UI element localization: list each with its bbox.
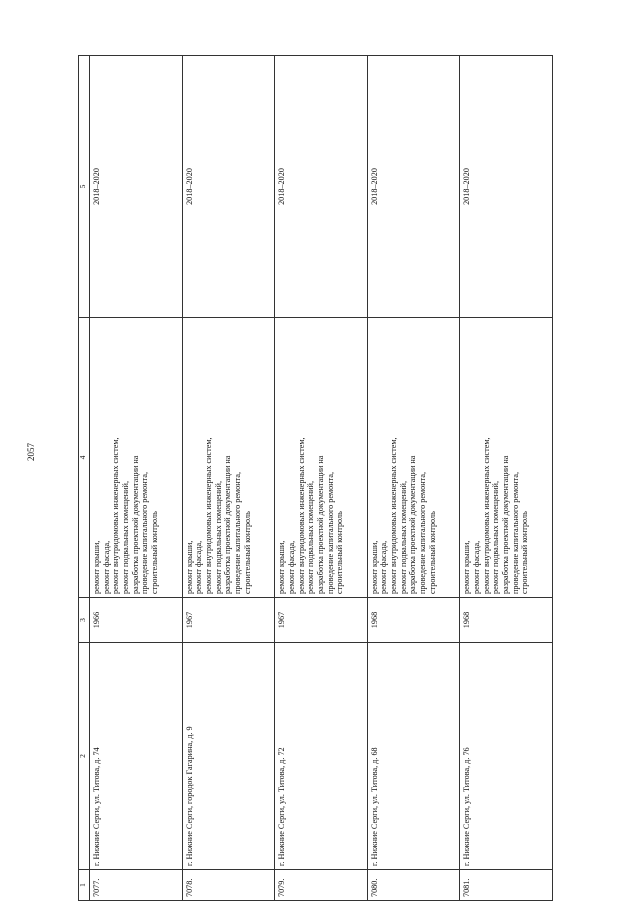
- work-item: строительный контроль: [242, 511, 252, 594]
- table-row: [90, 56, 183, 901]
- address-cell: г. Нижние Серги, городок Гагарина, д. 9: [182, 643, 275, 870]
- work-item: строительный контроль: [335, 511, 345, 594]
- work-item: ремонт крыши,: [92, 540, 101, 594]
- work-item: проведение капитального ремонта,: [140, 471, 150, 594]
- year-cell: 1967: [182, 598, 275, 643]
- work-item: ремонт подвальных помещений,: [398, 481, 408, 594]
- works-cell: [182, 318, 275, 598]
- column-header-4: 4: [79, 318, 90, 598]
- work-item: ремонт крыши,: [277, 540, 287, 594]
- work-item: разработка проектной документации на: [408, 455, 418, 594]
- work-item: ремонт фасада,: [472, 540, 482, 594]
- row-number: 7081.: [460, 870, 553, 901]
- work-item: ремонт фасада,: [286, 540, 296, 594]
- work-item: ремонт фасада,: [379, 540, 389, 594]
- work-item: ремонт крыши,: [184, 540, 194, 594]
- work-item: разработка проектной документации на: [130, 455, 140, 594]
- table-row: [275, 56, 368, 901]
- work-item: ремонт внутридомовых инженерных систем,: [481, 437, 491, 594]
- period-cell: 2018–2020: [182, 56, 275, 318]
- work-item: ремонт фасада,: [194, 540, 204, 594]
- column-header-5: 5: [79, 56, 90, 318]
- header-row: [79, 56, 90, 901]
- rotated-table: [78, 81, 553, 901]
- table-row: [182, 56, 275, 901]
- work-item: ремонт подвальных помещений,: [491, 481, 501, 594]
- work-item: проведение капитального ремонта,: [232, 471, 242, 594]
- table-body: [90, 56, 553, 901]
- row-number: 7080.: [367, 870, 460, 901]
- work-item: строительный контроль: [150, 511, 160, 594]
- period-cell: 2018–2020: [90, 56, 183, 318]
- work-item: ремонт внутридомовых инженерных систем,: [389, 437, 399, 594]
- address-cell: г. Нижние Серги, ул. Титова, д. 68: [367, 643, 460, 870]
- period-cell: 2018–2020: [460, 56, 553, 318]
- work-item: ремонт подвальных помещений,: [213, 481, 223, 594]
- works-cell: [275, 318, 368, 598]
- work-item: ремонт подвальных помещений,: [306, 481, 316, 594]
- column-header-1: 1: [79, 870, 90, 901]
- row-number: 7077.: [90, 870, 183, 901]
- work-item: ремонт фасада,: [101, 540, 111, 594]
- work-item: ремонт подвальных помещений,: [121, 481, 131, 594]
- year-cell: 1966: [90, 598, 183, 643]
- row-number: 7079.: [275, 870, 368, 901]
- table-row: [460, 56, 553, 901]
- address-cell: г. Нижние Серги, ул. Титова, д. 72: [275, 643, 368, 870]
- work-item: ремонт внутридомовых инженерных систем,: [296, 437, 306, 594]
- work-item: проведение капитального ремонта,: [510, 471, 520, 594]
- table-container: [78, 81, 553, 901]
- year-cell: 1967: [275, 598, 368, 643]
- work-item: ремонт крыши,: [369, 540, 379, 594]
- works-cell: [90, 318, 183, 598]
- period-cell: 2018–2020: [367, 56, 460, 318]
- year-cell: 1968: [367, 598, 460, 643]
- work-item: строительный контроль: [427, 511, 437, 594]
- column-header-2: 2: [79, 643, 90, 870]
- work-item: строительный контроль: [520, 511, 530, 594]
- period-cell: 2018–2020: [275, 56, 368, 318]
- address-cell: г. Нижние Серги, ул. Титова, д. 74: [90, 643, 183, 870]
- work-item: проведение капитального ремонта,: [325, 471, 335, 594]
- work-item: разработка проектной документации на: [223, 455, 233, 594]
- work-item: разработка проектной документации на: [501, 455, 511, 594]
- page-number-text: 2057: [26, 443, 36, 461]
- work-item: ремонт крыши,: [462, 540, 472, 594]
- work-item: ремонт внутридомовых инженерных систем,: [111, 437, 121, 594]
- work-item: разработка проектной документации на: [315, 455, 325, 594]
- works-cell: [367, 318, 460, 598]
- work-item: проведение капитального ремонта,: [418, 471, 428, 594]
- work-item: ремонт внутридомовых инженерных систем,: [203, 437, 213, 594]
- address-cell: г. Нижние Серги, ул. Титова, д. 76: [460, 643, 553, 870]
- row-number: 7078.: [182, 870, 275, 901]
- table-row: [367, 56, 460, 901]
- column-header-3: 3: [79, 598, 90, 643]
- works-cell: [460, 318, 553, 598]
- year-cell: 1968: [460, 598, 553, 643]
- repair-schedule-table: [78, 55, 553, 901]
